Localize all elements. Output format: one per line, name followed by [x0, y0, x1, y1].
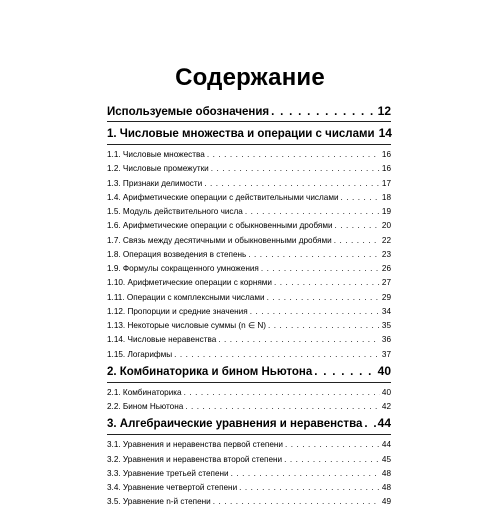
- toc-page-number: 44: [381, 440, 391, 450]
- toc-section-2-2[interactable]: [107, 400, 391, 414]
- dot-leader: [174, 348, 380, 362]
- toc-entry-label: 1.3. Признаки делимости: [107, 178, 203, 188]
- page-title: Содержание: [175, 64, 325, 91]
- toc-section-3-1[interactable]: [107, 438, 391, 452]
- toc-section-1-7[interactable]: [107, 234, 391, 248]
- toc-page-number: 49: [381, 497, 391, 507]
- toc-page-number: 35: [381, 321, 391, 330]
- toc-entry-label: 1.11. Операции с комплексными числами: [107, 292, 265, 302]
- toc-entry-label: 2.1. Комбинаторика: [107, 387, 182, 397]
- toc-section-1-5[interactable]: [107, 205, 391, 219]
- dot-leader: [248, 248, 380, 262]
- toc-entry-label: 1.2. Числовые промежутки: [107, 164, 209, 174]
- toc-entry-label: 1.7. Связь между десятичными и обыкновенными дробями: [107, 235, 332, 245]
- toc-section-1-9[interactable]: [107, 262, 391, 276]
- dot-leader: [364, 415, 375, 433]
- toc-chapter-3[interactable]: [107, 414, 391, 432]
- toc-entry-label: 1.10. Арифметические операции с корнями: [107, 278, 273, 288]
- toc-section-1-11[interactable]: [107, 291, 391, 305]
- dot-leader: [267, 291, 380, 305]
- toc-entry-label: 1.15. Логарифмы: [107, 349, 173, 359]
- toc-section-1-14[interactable]: [107, 333, 391, 347]
- table-of-contents: [107, 102, 391, 510]
- divider: [107, 382, 391, 383]
- toc-entry-label: 1.9. Формулы сокращенного умножения: [107, 264, 259, 273]
- toc-section-1-15[interactable]: [107, 348, 391, 362]
- toc-section-1-13[interactable]: [107, 319, 391, 333]
- dot-leader: [211, 162, 380, 176]
- toc-section-3-4[interactable]: [107, 481, 391, 495]
- toc-entry-label: 1.8. Операция возведения в степень: [107, 249, 247, 259]
- toc-page-number: 36: [381, 335, 391, 345]
- dot-leader: [261, 262, 380, 276]
- toc-page-number: 29: [381, 292, 391, 302]
- toc-entry-label: 3.1. Уравнения и неравенства первой степени: [107, 440, 283, 450]
- toc-section-1-8[interactable]: [107, 248, 391, 262]
- toc-page-number: 12: [377, 104, 391, 118]
- divider: [107, 434, 391, 435]
- toc-page-number: 18: [381, 192, 391, 202]
- toc-page-number: 17: [381, 178, 391, 188]
- toc-page-number: 48: [381, 483, 391, 492]
- toc-page-number: 34: [381, 306, 391, 316]
- dot-leader: [334, 234, 380, 248]
- dot-leader: [245, 205, 380, 219]
- toc-entry-label: 3.4. Уравнение четвертой степени: [107, 483, 238, 492]
- toc-entry-label: 3.3. Уравнение третьей степени: [107, 468, 229, 478]
- toc-page-number: 48: [381, 468, 391, 478]
- toc-chapter-2[interactable]: [107, 362, 391, 380]
- dot-leader: [239, 481, 380, 495]
- toc-page-number: 16: [381, 150, 391, 159]
- dot-leader: [285, 438, 380, 452]
- toc-entry-label: 1.14. Числовые неравенства: [107, 335, 217, 345]
- dot-leader: [231, 467, 380, 481]
- dot-leader: [218, 333, 380, 347]
- toc-entry-label: 1. Числовые множества и операции с числами: [107, 128, 375, 140]
- dot-leader: [284, 453, 380, 467]
- toc-section-3-2[interactable]: [107, 453, 391, 467]
- toc-section-3-3[interactable]: [107, 467, 391, 481]
- toc-section-1-4[interactable]: [107, 191, 391, 205]
- toc-section-1-10[interactable]: [107, 276, 391, 290]
- dot-leader: [274, 276, 380, 290]
- toc-page-number: 23: [381, 249, 391, 259]
- toc-section-2-1[interactable]: [107, 386, 391, 400]
- toc-entry-label: 2.2. Бином Ньютона: [107, 402, 184, 411]
- toc-page-number: 27: [381, 278, 391, 288]
- dot-leader: [250, 305, 380, 319]
- toc-page-number: 42: [381, 402, 391, 411]
- toc-page-number: 16: [381, 164, 391, 174]
- toc-entry-label: 1.6. Арифметические операции с обыкновенными дробями: [107, 221, 333, 231]
- dot-leader: [268, 319, 380, 333]
- dot-leader: [335, 219, 380, 233]
- toc-section-1-6[interactable]: [107, 219, 391, 233]
- toc-page-number: 20: [381, 221, 391, 231]
- toc-entry-label: 1.13. Некоторые числовые суммы (n ∈ N): [107, 321, 267, 330]
- toc-page-number: 37: [381, 349, 391, 359]
- toc-entry-label: 3.2. Уравнения и неравенства второй степени: [107, 454, 283, 464]
- toc-entry-label: 1.1. Числовые множества: [107, 150, 205, 159]
- toc-page-number: 44: [377, 416, 391, 431]
- toc-page-number: 45: [381, 454, 391, 464]
- toc-entry-label: 3. Алгебраические уравнения и неравенства: [107, 418, 363, 431]
- toc-entry-notation[interactable]: [107, 102, 391, 120]
- toc-section-3-5[interactable]: [107, 495, 391, 509]
- toc-section-1-12[interactable]: [107, 305, 391, 319]
- dot-leader: [271, 103, 376, 121]
- toc-entry-label: 3.5. Уравнение n-й степени: [107, 497, 211, 507]
- dot-leader: [314, 363, 375, 381]
- toc-section-1-1[interactable]: [107, 148, 391, 162]
- toc-section-1-2[interactable]: [107, 162, 391, 176]
- toc-page-number: 40: [377, 363, 391, 378]
- dot-leader: [213, 495, 380, 509]
- divider: [107, 121, 391, 122]
- dot-leader: [207, 148, 380, 162]
- dot-leader: [204, 177, 380, 191]
- toc-page-number: 22: [381, 235, 391, 245]
- toc-section-1-3[interactable]: [107, 177, 391, 191]
- toc-entry-label: 1.5. Модуль действительного числа: [107, 207, 243, 216]
- toc-page-number: 14: [378, 126, 392, 140]
- toc-page-number: 26: [381, 264, 391, 273]
- toc-page-number: 40: [381, 387, 391, 397]
- toc-page-number: 19: [381, 207, 391, 216]
- toc-chapter-1[interactable]: [107, 124, 391, 142]
- dot-leader: [341, 191, 380, 205]
- toc-entry-label: 1.4. Арифметические операции с действительными числами: [107, 192, 339, 202]
- toc-entry-label: Используемые обозначения: [107, 106, 270, 118]
- toc-entry-label: 1.12. Пропорции и средние значения: [107, 306, 248, 316]
- dot-leader: [185, 400, 380, 414]
- divider: [107, 144, 391, 145]
- dot-leader: [184, 386, 380, 400]
- toc-entry-label: 2. Комбинаторика и бином Ньютона: [107, 365, 313, 378]
